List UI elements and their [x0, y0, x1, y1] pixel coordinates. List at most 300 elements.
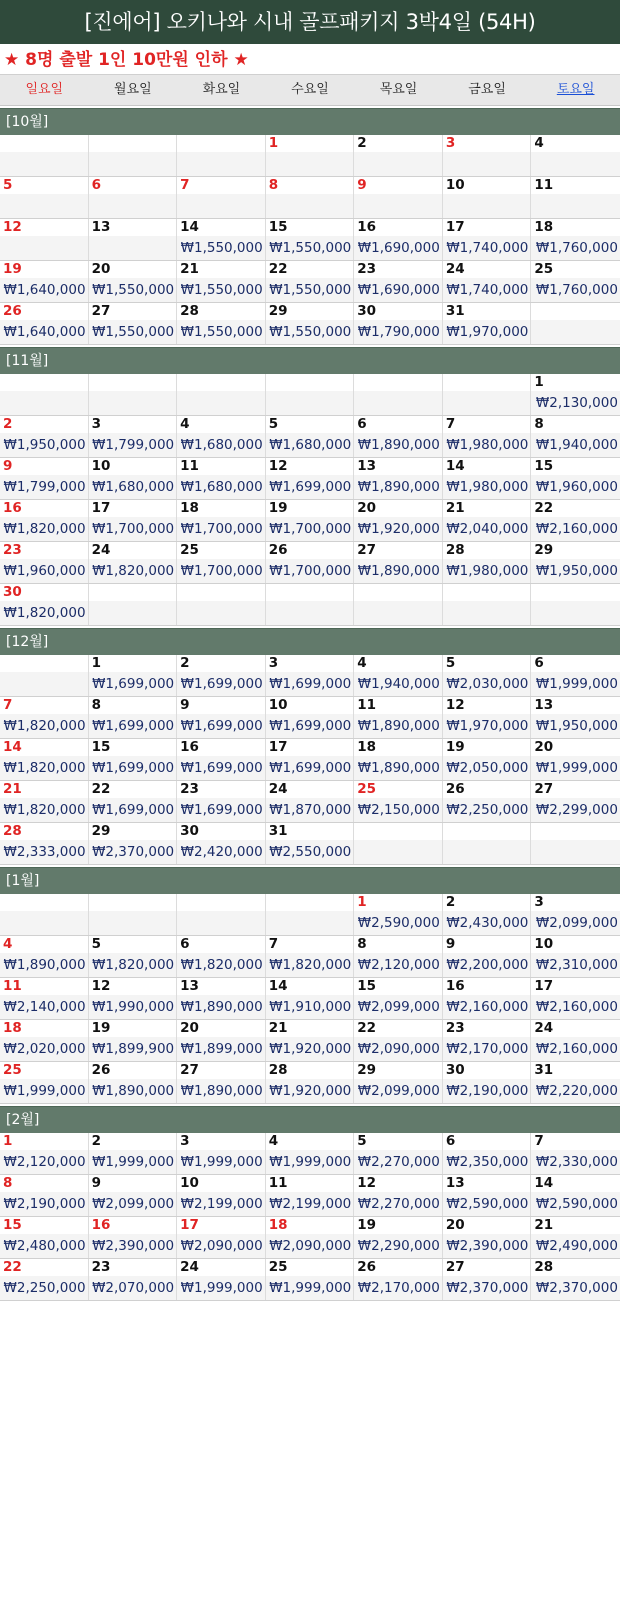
- date-cell[interactable]: [443, 936, 532, 977]
- day-number: 16: [443, 978, 531, 995]
- price-label[interactable]: ₩1,700,000: [266, 517, 354, 541]
- date-cell[interactable]: [0, 781, 89, 822]
- day-number: 3: [177, 1133, 265, 1150]
- price-label[interactable]: ₩1,980,000: [443, 559, 531, 583]
- price-label[interactable]: ₩1,870,000: [266, 798, 354, 822]
- price-label[interactable]: ₩2,350,000: [443, 1150, 531, 1174]
- day-number: 20: [531, 739, 620, 756]
- date-cell[interactable]: [266, 1062, 355, 1103]
- price-label[interactable]: ₩1,999,000: [177, 1276, 265, 1300]
- price-label[interactable]: ₩2,390,000: [89, 1234, 177, 1258]
- date-cell[interactable]: [354, 542, 443, 583]
- price-label[interactable]: ₩2,370,000: [443, 1276, 531, 1300]
- price-label[interactable]: ₩2,160,000: [531, 995, 620, 1019]
- price-label[interactable]: ₩1,890,000: [177, 1079, 265, 1103]
- price-label[interactable]: ₩1,960,000: [531, 475, 620, 499]
- price-label[interactable]: ₩2,150,000: [354, 798, 442, 822]
- price-label[interactable]: ₩1,740,000: [443, 278, 531, 302]
- date-cell[interactable]: [89, 1062, 178, 1103]
- price-label[interactable]: ₩2,199,000: [266, 1192, 354, 1216]
- price-label[interactable]: ₩1,820,000: [89, 953, 177, 977]
- date-cell[interactable]: [443, 781, 532, 822]
- price-label[interactable]: ₩2,020,000: [0, 1037, 88, 1061]
- date-cell[interactable]: [266, 1133, 355, 1174]
- date-cell[interactable]: [89, 500, 178, 541]
- price-label[interactable]: ₩1,820,000: [266, 953, 354, 977]
- price-label[interactable]: ₩2,430,000: [443, 911, 531, 935]
- date-cell[interactable]: [354, 261, 443, 302]
- date-cell[interactable]: [443, 1175, 532, 1216]
- date-cell[interactable]: [531, 936, 620, 977]
- price-label[interactable]: ₩1,970,000: [443, 714, 531, 738]
- price-label[interactable]: ₩1,950,000: [0, 433, 88, 457]
- date-cell[interactable]: [266, 542, 355, 583]
- day-number: 13: [177, 978, 265, 995]
- date-cell[interactable]: [0, 1217, 89, 1258]
- price-label[interactable]: ₩1,699,000: [89, 672, 177, 696]
- date-cell[interactable]: [354, 1259, 443, 1300]
- date-cell[interactable]: [443, 1259, 532, 1300]
- price-label[interactable]: ₩2,099,000: [354, 1079, 442, 1103]
- date-cell[interactable]: [354, 303, 443, 344]
- price-label[interactable]: ₩1,550,000: [266, 320, 354, 344]
- price-label[interactable]: ₩1,820,000: [0, 756, 88, 780]
- date-cell[interactable]: [177, 823, 266, 864]
- date-cell[interactable]: [354, 458, 443, 499]
- price-label: [354, 601, 442, 625]
- price-label[interactable]: ₩2,250,000: [0, 1276, 88, 1300]
- price-label[interactable]: ₩2,220,000: [531, 1079, 620, 1103]
- price-label[interactable]: ₩2,090,000: [266, 1234, 354, 1258]
- date-cell[interactable]: [0, 261, 89, 302]
- date-cell[interactable]: [354, 894, 443, 935]
- date-cell[interactable]: [177, 936, 266, 977]
- date-cell[interactable]: [89, 1217, 178, 1258]
- date-cell[interactable]: [531, 894, 620, 935]
- price-label[interactable]: ₩1,890,000: [354, 714, 442, 738]
- date-cell[interactable]: [0, 542, 89, 583]
- price-label[interactable]: ₩1,999,000: [266, 1150, 354, 1174]
- date-cell[interactable]: [531, 978, 620, 1019]
- date-cell[interactable]: [443, 416, 532, 457]
- date-cell[interactable]: [266, 458, 355, 499]
- date-cell[interactable]: [354, 500, 443, 541]
- price-label[interactable]: ₩1,699,000: [89, 714, 177, 738]
- price-label[interactable]: ₩2,120,000: [0, 1150, 88, 1174]
- price-label[interactable]: ₩1,980,000: [443, 475, 531, 499]
- date-cell[interactable]: [89, 1259, 178, 1300]
- price-label[interactable]: ₩1,550,000: [177, 278, 265, 302]
- date-cell[interactable]: [531, 500, 620, 541]
- price-label[interactable]: ₩2,199,000: [177, 1192, 265, 1216]
- date-cell[interactable]: [89, 697, 178, 738]
- day-number: 16: [89, 1217, 177, 1234]
- price-label[interactable]: ₩1,550,000: [266, 278, 354, 302]
- date-cell[interactable]: [443, 458, 532, 499]
- date-cell[interactable]: [177, 1062, 266, 1103]
- date-cell[interactable]: [177, 1217, 266, 1258]
- date-cell[interactable]: [531, 458, 620, 499]
- price-label[interactable]: ₩2,490,000: [531, 1234, 620, 1258]
- date-cell[interactable]: [266, 655, 355, 696]
- date-cell[interactable]: [177, 1020, 266, 1061]
- price-label[interactable]: ₩1,699,000: [89, 798, 177, 822]
- price-label[interactable]: ₩1,820,000: [0, 798, 88, 822]
- date-cell[interactable]: [0, 584, 89, 625]
- date-cell[interactable]: [177, 458, 266, 499]
- date-cell[interactable]: [177, 697, 266, 738]
- day-number: 10: [177, 1175, 265, 1192]
- day-number: 14: [531, 1175, 620, 1192]
- price-label[interactable]: ₩2,590,000: [443, 1192, 531, 1216]
- date-cell[interactable]: [531, 1133, 620, 1174]
- day-number: 30: [0, 584, 88, 601]
- date-cell[interactable]: [0, 1259, 89, 1300]
- date-cell[interactable]: [443, 1217, 532, 1258]
- date-cell[interactable]: [0, 303, 89, 344]
- date-cell[interactable]: [266, 978, 355, 1019]
- day-number: 16: [177, 739, 265, 756]
- weekday-saturday-link[interactable]: 토요일: [556, 82, 595, 97]
- day-number: 11: [177, 458, 265, 475]
- date-cell[interactable]: [266, 1020, 355, 1061]
- date-cell[interactable]: [89, 823, 178, 864]
- price-label[interactable]: ₩2,590,000: [354, 911, 442, 935]
- price-label[interactable]: ₩1,550,000: [177, 320, 265, 344]
- price-label[interactable]: ₩1,980,000: [443, 433, 531, 457]
- date-cell[interactable]: [354, 219, 443, 260]
- price-label[interactable]: ₩2,090,000: [354, 1037, 442, 1061]
- price-label[interactable]: ₩1,820,000: [89, 559, 177, 583]
- price-label[interactable]: ₩1,700,000: [177, 559, 265, 583]
- price-label[interactable]: ₩2,200,000: [443, 953, 531, 977]
- price-label[interactable]: ₩1,890,000: [0, 953, 88, 977]
- price-label[interactable]: ₩1,699,000: [89, 756, 177, 780]
- price-label[interactable]: ₩1,760,000: [531, 278, 620, 302]
- price-label[interactable]: ₩1,699,000: [177, 672, 265, 696]
- date-cell[interactable]: [443, 978, 532, 1019]
- price-label[interactable]: ₩1,950,000: [531, 559, 620, 583]
- date-cell[interactable]: [177, 781, 266, 822]
- date-cell[interactable]: [266, 739, 355, 780]
- price-label[interactable]: ₩2,160,000: [531, 1037, 620, 1061]
- price-label[interactable]: ₩1,920,000: [266, 1079, 354, 1103]
- price-label[interactable]: ₩2,420,000: [177, 840, 265, 864]
- price-label[interactable]: ₩2,290,000: [354, 1234, 442, 1258]
- price-label[interactable]: ₩1,899,900: [89, 1037, 177, 1061]
- price-label[interactable]: ₩1,699,000: [177, 714, 265, 738]
- price-label[interactable]: ₩1,699,000: [177, 756, 265, 780]
- date-cell[interactable]: [354, 739, 443, 780]
- price-label[interactable]: ₩1,680,000: [266, 433, 354, 457]
- price-label[interactable]: ₩1,680,000: [177, 475, 265, 499]
- price-label[interactable]: ₩2,270,000: [354, 1150, 442, 1174]
- date-cell[interactable]: [89, 936, 178, 977]
- price-label[interactable]: ₩1,820,000: [0, 517, 88, 541]
- price-label[interactable]: ₩2,330,000: [531, 1150, 620, 1174]
- date-cell[interactable]: [531, 1259, 620, 1300]
- price-label[interactable]: ₩2,370,000: [89, 840, 177, 864]
- price-label[interactable]: ₩2,070,000: [89, 1276, 177, 1300]
- price-label[interactable]: ₩1,699,000: [266, 756, 354, 780]
- date-cell[interactable]: [177, 655, 266, 696]
- price-label[interactable]: ₩2,550,000: [266, 840, 354, 864]
- date-cell[interactable]: [531, 1062, 620, 1103]
- date-cell[interactable]: [0, 978, 89, 1019]
- price-label[interactable]: ₩1,950,000: [531, 714, 620, 738]
- price-label[interactable]: ₩1,940,000: [531, 433, 620, 457]
- date-cell[interactable]: [354, 781, 443, 822]
- date-cell[interactable]: [443, 542, 532, 583]
- price-label[interactable]: ₩1,700,000: [266, 559, 354, 583]
- date-cell[interactable]: [531, 416, 620, 457]
- price-label[interactable]: ₩1,550,000: [89, 320, 177, 344]
- date-cell[interactable]: [0, 823, 89, 864]
- price-label[interactable]: ₩2,190,000: [0, 1192, 88, 1216]
- price-label[interactable]: ₩2,130,000: [531, 391, 620, 415]
- price-label[interactable]: ₩2,333,000: [0, 840, 88, 864]
- price-label[interactable]: ₩1,890,000: [354, 433, 442, 457]
- price-label[interactable]: ₩2,170,000: [443, 1037, 531, 1061]
- date-cell[interactable]: [354, 978, 443, 1019]
- price-label[interactable]: ₩1,640,000: [0, 278, 88, 302]
- date-cell[interactable]: [531, 542, 620, 583]
- date-cell[interactable]: [443, 894, 532, 935]
- price-label[interactable]: ₩1,640,000: [0, 320, 88, 344]
- date-cell[interactable]: [354, 1217, 443, 1258]
- date-cell[interactable]: [354, 655, 443, 696]
- date-cell[interactable]: [266, 936, 355, 977]
- date-cell[interactable]: [531, 261, 620, 302]
- date-cell[interactable]: [266, 781, 355, 822]
- date-cell[interactable]: [177, 542, 266, 583]
- date-cell[interactable]: [531, 219, 620, 260]
- price-label[interactable]: ₩1,999,000: [266, 1276, 354, 1300]
- date-cell[interactable]: [354, 1175, 443, 1216]
- date-cell[interactable]: [177, 1175, 266, 1216]
- date-cell[interactable]: [177, 261, 266, 302]
- date-cell[interactable]: [443, 1020, 532, 1061]
- price-label[interactable]: ₩1,920,000: [354, 517, 442, 541]
- day-number: 30: [177, 823, 265, 840]
- price-label[interactable]: ₩2,120,000: [354, 953, 442, 977]
- price-label[interactable]: ₩1,699,000: [266, 475, 354, 499]
- date-cell[interactable]: [266, 697, 355, 738]
- date-cell[interactable]: [89, 416, 178, 457]
- day-number: [443, 584, 531, 601]
- date-cell[interactable]: [443, 219, 532, 260]
- price-label[interactable]: ₩1,690,000: [354, 278, 442, 302]
- price-label[interactable]: ₩2,160,000: [443, 995, 531, 1019]
- date-cell[interactable]: [0, 1175, 89, 1216]
- date-cell[interactable]: [443, 261, 532, 302]
- price-label[interactable]: ₩1,920,000: [266, 1037, 354, 1061]
- date-cell[interactable]: [266, 1175, 355, 1216]
- price-label[interactable]: ₩1,699,000: [266, 672, 354, 696]
- price-label[interactable]: ₩1,700,000: [177, 517, 265, 541]
- price-label[interactable]: ₩1,790,000: [354, 320, 442, 344]
- date-cell[interactable]: [443, 500, 532, 541]
- date-cell[interactable]: [0, 697, 89, 738]
- date-cell[interactable]: [531, 781, 620, 822]
- price-label[interactable]: ₩1,680,000: [89, 475, 177, 499]
- price-label[interactable]: ₩2,250,000: [443, 798, 531, 822]
- date-cell[interactable]: [266, 303, 355, 344]
- price-label[interactable]: ₩1,890,000: [354, 475, 442, 499]
- price-label[interactable]: ₩1,820,000: [0, 714, 88, 738]
- date-cell[interactable]: [531, 655, 620, 696]
- date-cell[interactable]: [89, 542, 178, 583]
- date-cell[interactable]: [89, 781, 178, 822]
- price-label[interactable]: ₩1,740,000: [443, 236, 531, 260]
- weekday-header: [0, 75, 620, 106]
- date-cell[interactable]: [531, 739, 620, 780]
- date-cell[interactable]: [531, 1175, 620, 1216]
- date-cell[interactable]: [443, 739, 532, 780]
- date-cell[interactable]: [354, 936, 443, 977]
- price-label[interactable]: ₩2,050,000: [443, 756, 531, 780]
- price-label[interactable]: ₩2,270,000: [354, 1192, 442, 1216]
- price-label[interactable]: ₩1,700,000: [89, 517, 177, 541]
- price-label[interactable]: ₩2,099,000: [89, 1192, 177, 1216]
- price-label[interactable]: ₩1,680,000: [177, 433, 265, 457]
- price-label[interactable]: ₩2,040,000: [443, 517, 531, 541]
- price-label[interactable]: ₩1,999,000: [531, 756, 620, 780]
- date-cell[interactable]: [354, 1062, 443, 1103]
- price-label[interactable]: ₩1,799,000: [89, 433, 177, 457]
- date-cell[interactable]: [89, 1133, 178, 1174]
- price-label[interactable]: ₩2,030,000: [443, 672, 531, 696]
- price-label[interactable]: ₩1,910,000: [266, 995, 354, 1019]
- price-label[interactable]: ₩2,140,000: [0, 995, 88, 1019]
- date-cell[interactable]: [531, 697, 620, 738]
- price-label[interactable]: ₩1,820,000: [0, 601, 88, 625]
- week-row: [0, 1259, 620, 1301]
- date-cell[interactable]: [0, 739, 89, 780]
- date-cell[interactable]: [354, 697, 443, 738]
- date-cell[interactable]: [0, 1062, 89, 1103]
- price-label[interactable]: ₩2,170,000: [354, 1276, 442, 1300]
- date-cell[interactable]: [177, 416, 266, 457]
- day-number: 17: [177, 1217, 265, 1234]
- date-cell[interactable]: [266, 823, 355, 864]
- empty-date-cell: [266, 374, 355, 415]
- price-label[interactable]: ₩2,099,000: [354, 995, 442, 1019]
- price-label[interactable]: ₩1,550,000: [266, 236, 354, 260]
- price-label[interactable]: ₩2,370,000: [531, 1276, 620, 1300]
- date-cell[interactable]: [443, 697, 532, 738]
- price-label[interactable]: ₩2,480,000: [0, 1234, 88, 1258]
- price-label[interactable]: ₩1,890,000: [354, 756, 442, 780]
- date-cell[interactable]: [266, 219, 355, 260]
- price-label[interactable]: ₩1,999,000: [89, 1150, 177, 1174]
- date-cell[interactable]: [89, 303, 178, 344]
- price-label[interactable]: ₩1,799,000: [0, 475, 88, 499]
- day-number: 18: [266, 1217, 354, 1234]
- date-cell[interactable]: [0, 458, 89, 499]
- price-label[interactable]: ₩1,940,000: [354, 672, 442, 696]
- date-cell[interactable]: [177, 1259, 266, 1300]
- day-number: 1: [531, 374, 620, 391]
- date-cell[interactable]: [177, 303, 266, 344]
- price-label[interactable]: ₩2,390,000: [443, 1234, 531, 1258]
- date-cell[interactable]: [89, 458, 178, 499]
- date-cell[interactable]: [531, 1020, 620, 1061]
- date-cell[interactable]: [89, 261, 178, 302]
- date-cell[interactable]: [177, 739, 266, 780]
- date-cell[interactable]: [266, 1259, 355, 1300]
- day-number: [266, 894, 354, 911]
- price-label[interactable]: ₩1,960,000: [0, 559, 88, 583]
- price-label[interactable]: ₩2,590,000: [531, 1192, 620, 1216]
- price-label[interactable]: ₩1,699,000: [177, 798, 265, 822]
- price-label[interactable]: ₩1,999,000: [177, 1150, 265, 1174]
- price-label[interactable]: ₩1,970,000: [443, 320, 531, 344]
- price-label[interactable]: ₩1,990,000: [89, 995, 177, 1019]
- date-cell[interactable]: [89, 739, 178, 780]
- date-cell[interactable]: [354, 1020, 443, 1061]
- date-cell[interactable]: [89, 1020, 178, 1061]
- price-label[interactable]: ₩1,690,000: [354, 236, 442, 260]
- date-cell[interactable]: [443, 1133, 532, 1174]
- date-cell[interactable]: [0, 936, 89, 977]
- day-number: 11: [0, 978, 88, 995]
- day-number: 29: [354, 1062, 442, 1079]
- price-label[interactable]: ₩1,890,000: [177, 995, 265, 1019]
- price-label[interactable]: ₩1,890,000: [89, 1079, 177, 1103]
- date-cell[interactable]: [0, 416, 89, 457]
- date-cell[interactable]: [266, 261, 355, 302]
- date-cell[interactable]: [354, 1133, 443, 1174]
- date-cell[interactable]: [266, 416, 355, 457]
- price-label[interactable]: ₩1,760,000: [531, 236, 620, 260]
- date-cell[interactable]: [177, 500, 266, 541]
- date-cell[interactable]: [266, 500, 355, 541]
- price-label[interactable]: ₩1,899,000: [177, 1037, 265, 1061]
- price-label[interactable]: ₩2,099,000: [531, 911, 620, 935]
- date-cell[interactable]: [0, 1020, 89, 1061]
- price-label[interactable]: ₩2,090,000: [177, 1234, 265, 1258]
- price-label[interactable]: ₩1,550,000: [89, 278, 177, 302]
- date-cell[interactable]: [89, 655, 178, 696]
- price-label[interactable]: ₩1,890,000: [354, 559, 442, 583]
- price-label[interactable]: ₩1,550,000: [177, 236, 265, 260]
- date-cell[interactable]: [443, 303, 532, 344]
- date-cell[interactable]: [177, 978, 266, 1019]
- date-cell[interactable]: [89, 978, 178, 1019]
- date-cell[interactable]: [443, 1062, 532, 1103]
- date-cell[interactable]: [0, 1133, 89, 1174]
- price-label[interactable]: ₩1,820,000: [177, 953, 265, 977]
- price-label[interactable]: ₩2,190,000: [443, 1079, 531, 1103]
- price-label[interactable]: ₩2,299,000: [531, 798, 620, 822]
- price-label: [531, 601, 620, 625]
- date-cell[interactable]: [177, 219, 266, 260]
- date-cell[interactable]: [531, 1217, 620, 1258]
- date-cell[interactable]: [89, 1175, 178, 1216]
- date-cell[interactable]: [0, 500, 89, 541]
- price-label[interactable]: ₩1,699,000: [266, 714, 354, 738]
- price-label[interactable]: ₩2,310,000: [531, 953, 620, 977]
- price-label[interactable]: ₩1,999,000: [531, 672, 620, 696]
- date-cell[interactable]: [531, 374, 620, 415]
- date-cell[interactable]: [266, 1217, 355, 1258]
- date-cell[interactable]: [177, 1133, 266, 1174]
- date-cell[interactable]: [443, 655, 532, 696]
- price-label[interactable]: ₩1,999,000: [0, 1079, 88, 1103]
- date-cell[interactable]: [354, 416, 443, 457]
- price-label[interactable]: ₩2,160,000: [531, 517, 620, 541]
